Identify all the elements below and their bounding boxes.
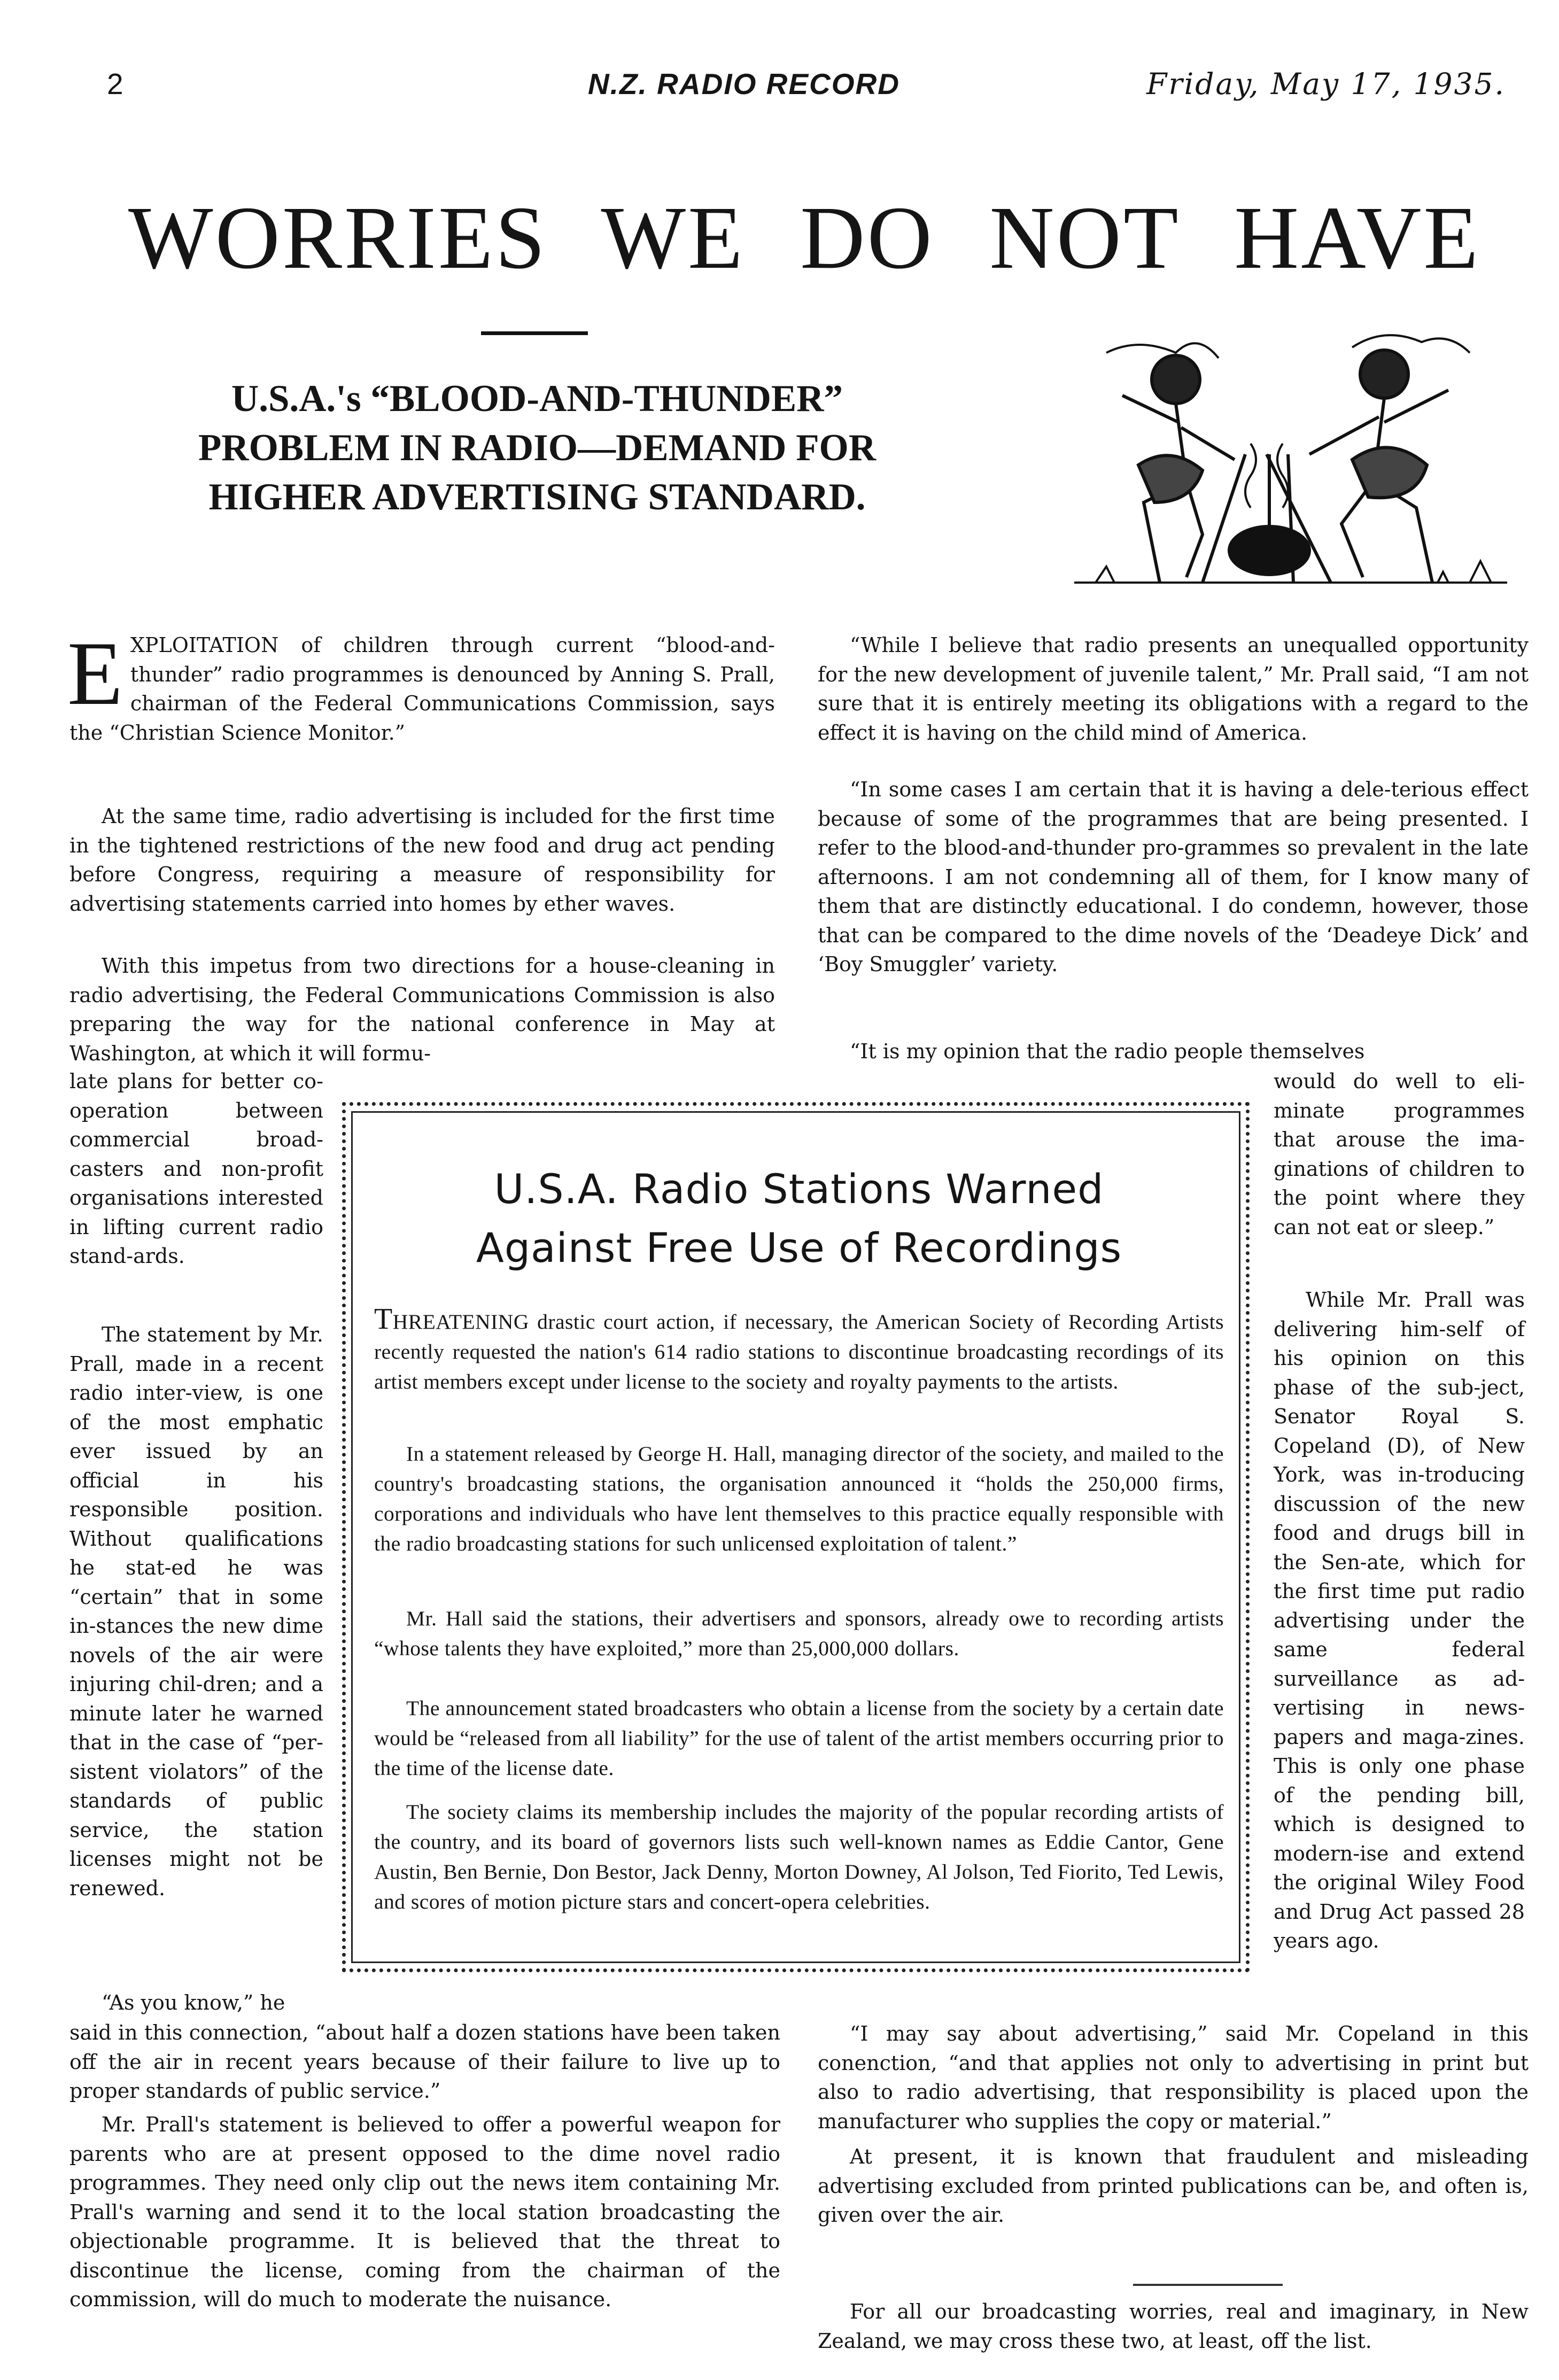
headline-rule xyxy=(481,331,588,335)
boxed-story-paragraph-4: The announcement stated broadcasters who obtain a license from the society by a certain date would be “released from all liability” for the use of talent of the artist members occurring prior to the time of the license date. xyxy=(374,1696,1224,1780)
boxed-story-paragraph-2: In a statement released by George H. Hall, managing director of the society, and mailed to the country's broadcasting stations, the organisation announced it “holds the 250,000 firms, corporations and individuals who have lent themselves to this practice equally responsible with the radio broadcasting stations for such unlicensed exploitation of talent.” xyxy=(374,1442,1224,1555)
publication-name: N.Z. RADIO RECORD xyxy=(588,67,900,100)
article-paragraph-4: The statement by Mr. Prall, made in a recent radio inter-view, is one of the most emphatic ever issued by an official in his responsible position. Without qualifications he stat-ed he was “certain” that in some in-stances the new dime novels of the air were injuring chil-dren; and a minute later he warned that in the case of “per-sistent violators” of the standards of public service, the station licenses might not be renewed. xyxy=(69,1323,323,1900)
page-header xyxy=(107,67,1506,110)
article-paragraph-10: While Mr. Prall was delivering him-self of his opinion on this phase of the sub-ject, Senator Royal S. Copeland (D), of New York, was in-troducing discussion of the new food and drugs bill in the Sen-ate, which for the first time put radio advertising under the same federal surveillance as ad-vertising in news-papers and maga-zines. This is only one phase of the pending bill, which is designed to modern-ise and extend the original Wiley Food and Drug Act passed 28 years ago. xyxy=(1274,1288,1525,1952)
boxed-story-lead-cap: T xyxy=(374,1303,393,1336)
article-paragraph-5: “As you know,” he xyxy=(102,1991,285,2014)
subheadline: U.S.A.'s “BLOOD-AND-THUNDER” PROBLEM IN RADIO—DEMAND FOR HIGHER ADVERTISING STANDARD. xyxy=(198,378,877,518)
article-paragraph-5-continued: said in this connection, “about half a dozen stations have been taken off the air in recent years because of their failure to live up to proper standards of public service.” xyxy=(69,2021,780,2103)
cauldron-dance-illustration xyxy=(1064,331,1518,604)
boxed-story-paragraph-5: The society claims its membership includes the majority of the popular recording artists of the country, and its board of governors lists such well-known names as Eddie Cantor, Gene Austin, Ben Bernie, Don Bestor, Jack Denny, Morton Downey, Al Jolson, Ted Fiorito, Ted Lewis, and scores of motion picture stars and concert-opera celebrities. xyxy=(374,1800,1224,1913)
publication-date: Friday, May 17, 1935. xyxy=(1146,67,1506,101)
boxed-story-title-line-2: Against Free Use of Recordings xyxy=(476,1224,1122,1272)
boxed-story-title xyxy=(371,1160,1227,1277)
article-paragraph-9: “It is my opinion that the radio people themselves xyxy=(850,1040,1365,1063)
drop-cap: E xyxy=(67,623,123,724)
boxed-story-title-line-1: U.S.A. Radio Stations Warned xyxy=(494,1165,1104,1213)
page-number: 2 xyxy=(107,67,123,100)
article-paragraph-1: EXPLOITATION of children through current “blood-and-thunder” radio programmes is denounced by Anning S. Prall, chairman of the Federal Communications Commission, says the “Christian Science Monitor.” xyxy=(67,623,775,745)
headline: WORRIES WE DO NOT HAVE xyxy=(128,188,1480,288)
boxed-story-paragraph-3: Mr. Hall said the stations, their advertisers and sponsors, already owe to recording artists “whose talents they have exploited,” more than 25,000,000 dollars. xyxy=(374,1607,1224,1660)
article-paragraph-6: Mr. Prall's statement is believed to offer a powerful weapon for parents who are at present opposed to the dime novel radio programmes. They need only clip out the news item containing Mr. Prall's warning and send it to the local station broadcasting the objectionable programme. It is believed that the threat to discontinue the license, coming from the chairman of the commission, will do much to moderate the nuisance. xyxy=(69,2113,780,2311)
article-paragraph-3: With this impetus from two directions for a house-cleaning in radio advertising, the Federal Communications Commission is also preparing the way for the national conference in May at Washington, at which it will formu- xyxy=(69,954,775,1065)
article-paragraph-11: “I may say about advertising,” said Mr. Copeland in this conenction, “and that applies not only to advertising in print but also to radio advertising, that responsibility is placed upon the manufacturer who supplies the copy or material.” xyxy=(818,2022,1529,2133)
article-paragraph-3-continued: late plans for better co-operation between commercial broad-casters and non-profit organisations interested in lifting current radio stand-ards. xyxy=(69,1069,323,1268)
closing-rule xyxy=(1133,2284,1283,2286)
article-paragraph-12: At present, it is known that fraudulent and misleading advertising excluded from printed publications can be, and often is, given over the air. xyxy=(818,2145,1529,2227)
article-paragraph-13: For all our broadcasting worries, real and imaginary, in New Zealand, we may cross these two, at least, off the list. xyxy=(818,2300,1529,2353)
article-paragraph-8: “In some cases I am certain that it is having a dele-terious effect because of some of the programmes that are being presented. I refer to the blood-and-thunder pro-grammes so prevalent in the late afternoons. I am not condemning all of them, for I know many of them that are distinctly educational. I do condemn, however, those that can be compared to the dime novels of the ‘Deadeye Dick’ and ‘Boy Smuggler’ variety. xyxy=(818,778,1529,976)
article-paragraph-9-continued: would do well to eli-minate programmes that arouse the ima-ginations of children to the point where they can not eat or sleep.” xyxy=(1274,1069,1525,1239)
boxed-story-paragraph-1: THREATENING drastic court action, if necessary, the American Society of Recording Artists recently requested the nation's 614 radio stations to discontinue broadcasting recordings of its artist members except under license to the society and royalty payments to the artists. xyxy=(374,1303,1224,1393)
article-paragraph-7: “While I believe that radio presents an unequalled opportunity for the new development of juvenile talent,” Mr. Prall said, “I am not sure that it is entirely meeting its obligations with a regard to the effect it is having on the child mind of America. xyxy=(818,633,1529,745)
article-paragraph-2: At the same time, radio advertising is included for the first time in the tightened restrictions of the new food and drug act pending before Congress, requiring a measure of responsibility for advertising statements carried into homes by ether waves. xyxy=(69,804,775,916)
